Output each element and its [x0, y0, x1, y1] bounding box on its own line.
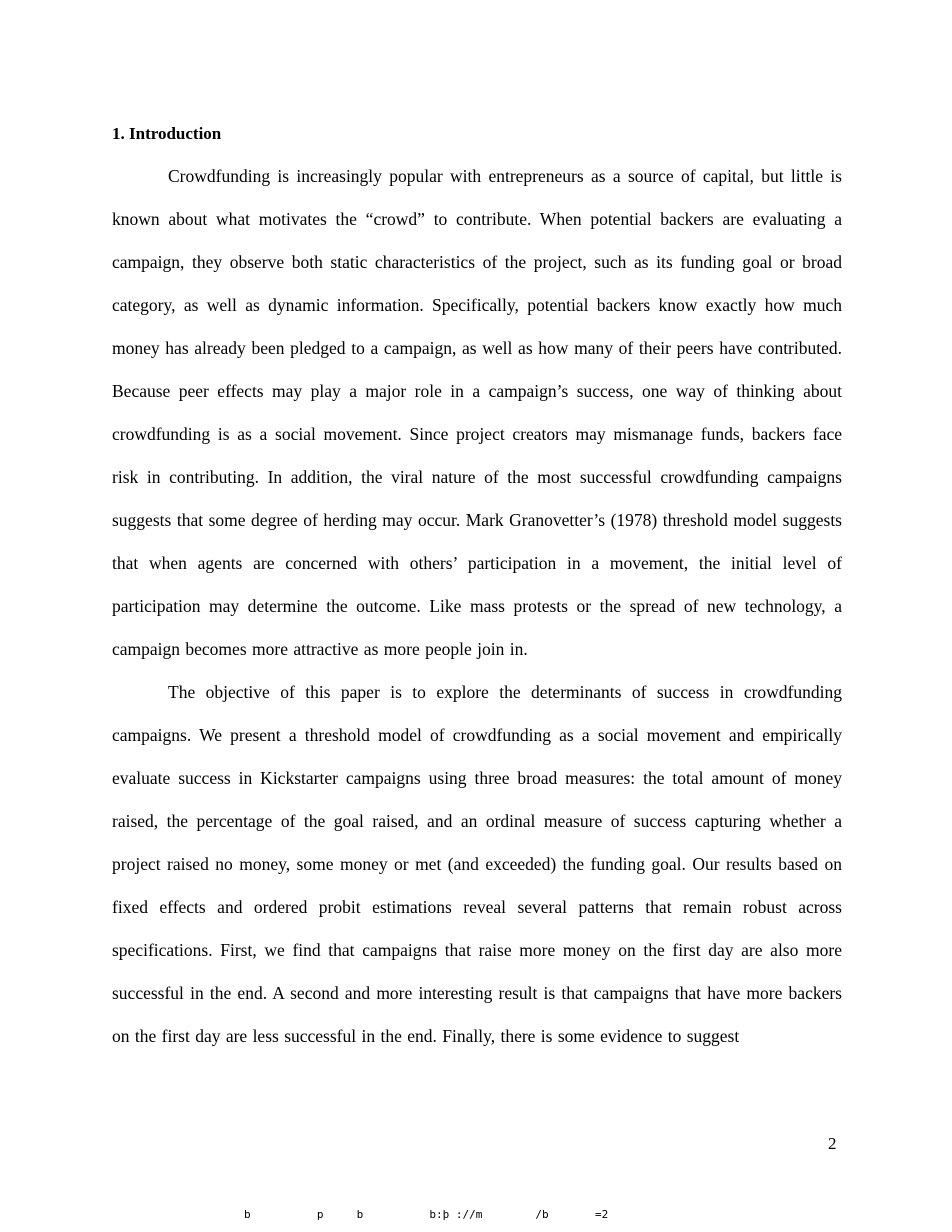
section-heading: 1. Introduction: [112, 124, 222, 143]
footer-watermark: b p b b:þ ://m /b =2: [244, 1208, 609, 1221]
paragraph: Crowdfunding is increasingly popular with entrepreneurs as a source of capital, but little is known about what motivates the “crowd” to contribute. When potential backers are evaluating a campaign, they observe both static characteristics of the project, such as its funding goal or broad category, as well as dynamic information. Specifically, potential backers know exactly how much money has already been pledged to a campaign, as well as how many of their peers have contributed. Because peer effects may play a major role in a campaign’s success, one way of thinking about crowdfunding is as a social movement. Since project creators may mismanage funds, backers face risk in contributing. In addition, the viral nature of the most successful crowdfunding campaigns suggests that some degree of herding may occur. Mark Granovetter’s (1978) threshold model suggests that when agents are concerned with others’ participation in a movement, the initial level of participation may determine the outcome. Like mass protests or the spread of new technology, a campaign becomes more attractive as more people join in.: [112, 166, 842, 659]
page-content: [112, 112, 842, 1058]
paragraph: The objective of this paper is to explore the determinants of success in crowdfunding campaigns. We present a threshold model of crowdfunding as a social movement and empirically evaluate success in Kickstarter campaigns using three broad measures: the total amount of money raised, the percentage of the goal raised, and an ordinal measure of success capturing whether a project raised no money, some money or met (and exceeded) the funding goal. Our results based on fixed effects and ordered probit estimations reveal several patterns that remain robust across specifications. First, we find that campaigns that raise more money on the first day are also more successful in the end. A second and more interesting result is that campaigns that have more backers on the first day are less successful in the end. Finally, there is some evidence to suggest: [112, 682, 842, 1046]
page-number: 2: [828, 1134, 837, 1153]
